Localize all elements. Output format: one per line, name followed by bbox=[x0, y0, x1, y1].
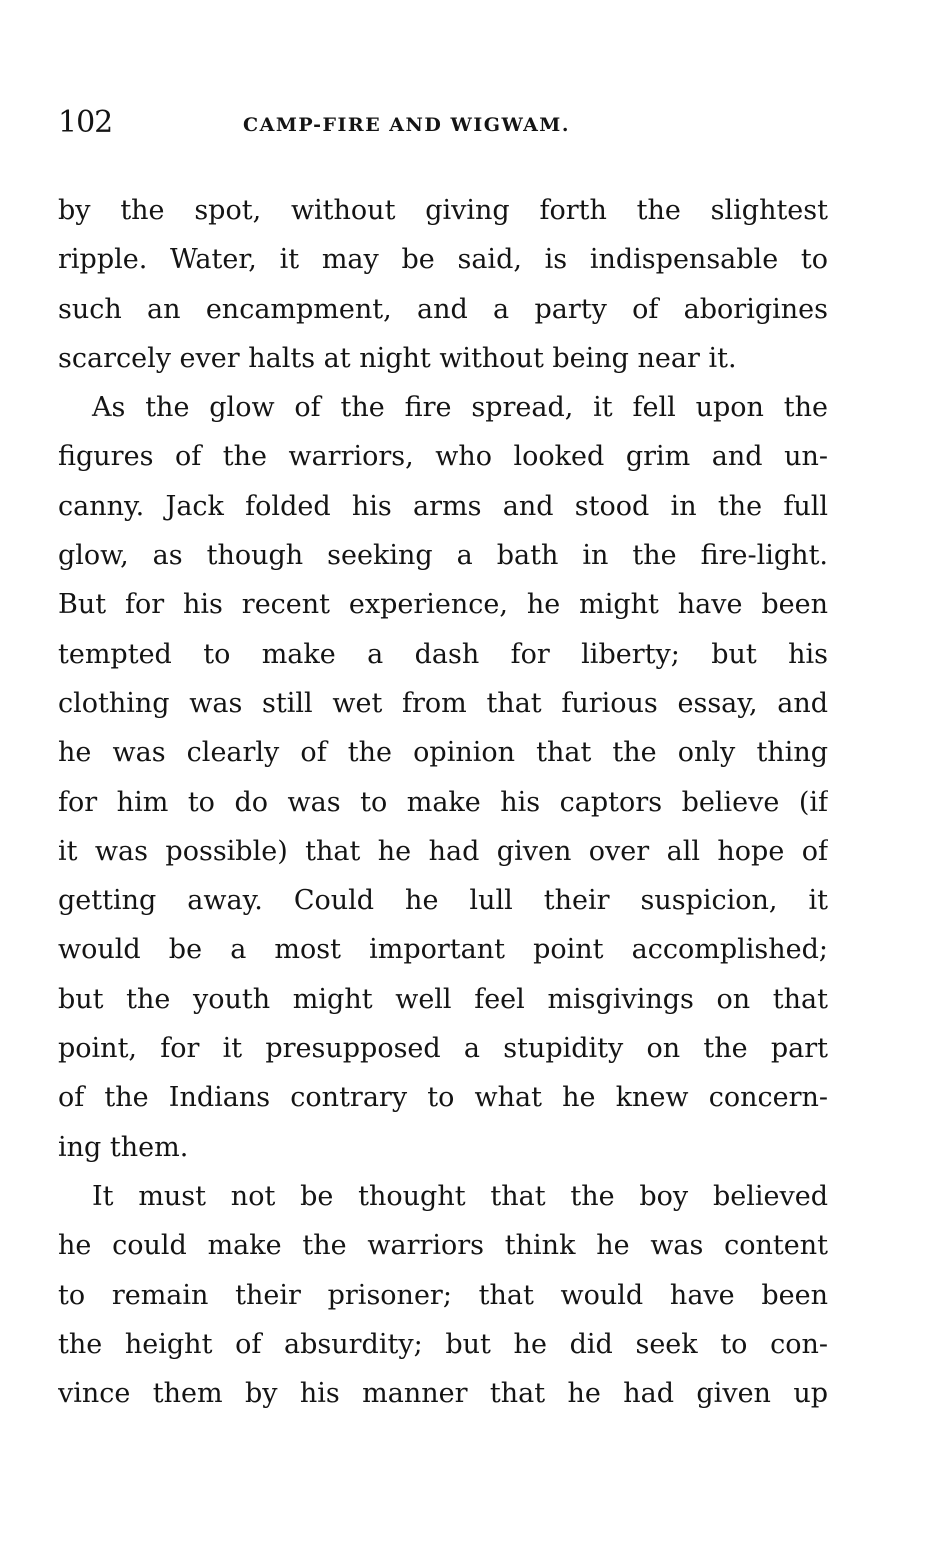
text-line: getting away. Could he lull their suspicion, it bbox=[58, 885, 828, 917]
page-header bbox=[58, 103, 828, 143]
paragraph-start-line: As the glow of the fire spread, it fell upon the bbox=[92, 392, 828, 424]
text-line: but the youth might well feel misgivings on that bbox=[58, 983, 828, 1015]
text-line: ing them. bbox=[58, 1131, 189, 1163]
text-line: tempted to make a dash for liberty; but his bbox=[58, 638, 828, 670]
text-line: figures of the warriors, who looked grim and un- bbox=[58, 441, 828, 473]
page-number: 102 bbox=[58, 105, 113, 140]
text-line: glow, as though seeking a bath in the fire-light. bbox=[58, 540, 828, 572]
text-line: for him to do was to make his captors believe (if bbox=[58, 786, 828, 818]
text-line: ripple. Water, it may be said, is indispensable to bbox=[58, 244, 828, 276]
text-line: to remain their prisoner; that would have been bbox=[58, 1279, 828, 1311]
text-line: clothing was still wet from that furious essay, and bbox=[58, 687, 828, 719]
text-line: of the Indians contrary to what he knew concern- bbox=[58, 1082, 828, 1114]
text-line: scarcely ever halts at night without being near it. bbox=[58, 342, 737, 374]
text-line: canny. Jack folded his arms and stood in the full bbox=[58, 490, 828, 522]
text-line: such an encampment, and a party of aborigines bbox=[58, 293, 828, 325]
text-line: would be a most important point accomplished; bbox=[58, 934, 828, 966]
text-line: But for his recent experience, he might have been bbox=[58, 589, 828, 621]
body-text bbox=[58, 186, 828, 1418]
text-line: it was possible) that he had given over all hope of bbox=[58, 835, 828, 867]
running-title: CAMP-FIRE AND WIGWAM. bbox=[243, 114, 570, 136]
text-line: by the spot, without giving forth the slightest bbox=[58, 195, 828, 226]
text-line: vince them by his manner that he had given up bbox=[58, 1378, 828, 1410]
text-line: he was clearly of the opinion that the only thing bbox=[58, 737, 828, 769]
text-line: he could make the warriors think he was content bbox=[58, 1230, 828, 1262]
text-line: point, for it presupposed a stupidity on the part bbox=[58, 1033, 828, 1065]
paragraph-start-line: It must not be thought that the boy believed bbox=[92, 1180, 828, 1212]
text-line: the height of absurdity; but he did seek to con- bbox=[58, 1328, 828, 1360]
